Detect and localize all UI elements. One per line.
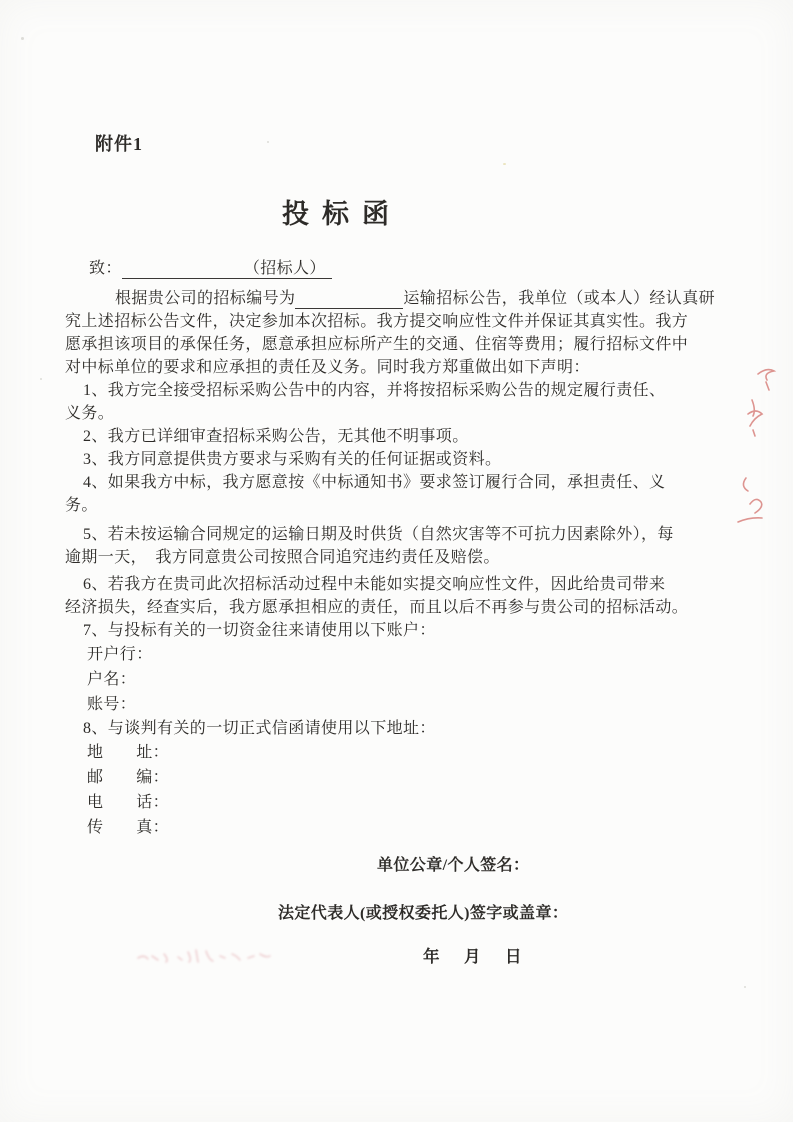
declaration-5-line-1: 5、若未按运输合同规定的运输日期及时供货（自然灾害等不可抗力因素除外），每 [83,526,674,543]
scan-speck [744,986,746,988]
scan-speck [267,141,269,143]
legal-rep-signature-line: 法定代表人(或授权委托人)签字或盖章： [278,905,569,922]
document-body [65,0,733,968]
bank-name-label: 开户行： [87,646,153,663]
intro-line-1-after: 运输招标公告，我单位（或本人）经认真研 [403,290,716,307]
phone-label: 电 话： [87,794,170,811]
declaration-4-line-2: 务。 [65,497,98,514]
scan-speck [503,163,506,165]
seal-signature-line: 单位公章/个人签名： [377,857,530,874]
date-line: 年 月 日 [423,947,526,966]
account-holder-label: 户名： [87,671,137,688]
declaration-2: 2、我方已详细审查招标采购公告，无其他不明事项。 [83,428,469,445]
declaration-3: 3、我方同意提供贵方要求与采购有关的任何证据或资料。 [83,451,502,468]
declaration-8: 8、与谈判有关的一切正式信函请使用以下地址： [83,720,436,737]
declaration-5-line-2: 逾期一天， 我方同意贵公司按照合同追究违约责任及赔偿。 [65,549,500,566]
recipient-blank [122,262,244,278]
account-number-label: 账号： [87,696,137,713]
intro-line-3: 愿承担该项目的承保任务，愿意承担应标所产生的交通、住宿等费用；履行招标文件中 [65,336,689,353]
intro-line-1 [115,287,733,310]
red-pen-marks [728,362,788,532]
document-title: 投标函 [282,199,402,229]
address-label: 地 址： [87,744,170,761]
fax-label: 传 真： [87,819,170,836]
declaration-7: 7、与投标有关的一切资金往来请使用以下账户： [83,622,436,639]
recipient-blank-underline [122,259,332,279]
recipient-hint: （招标人） [243,260,326,277]
declaration-1-line-2: 义务。 [65,405,115,422]
declaration-4-line-1: 4、如果我方中标，我方愿意按《中标通知书》要求签订履行合同，承担责任、义 [83,474,666,491]
postcode-label: 邮 编： [87,769,170,786]
scan-speck [40,378,42,380]
tender-number-blank [295,292,403,309]
declaration-1-line-1: 1、我方完全接受招标采购公告中的内容，并将按招标采购公告的规定履行责任、 [83,382,666,399]
declaration-6-line-1: 6、若我方在贵司此次招标活动过程中未能如实提交响应性文件，因此给贵司带来 [83,576,666,593]
greeting-line [89,257,733,280]
declaration-6-line-2: 经济损失，经查实后，我方愿承担相应的责任，而且以后不再参与贵公司的招标活动。 [65,599,689,616]
scan-speck [21,37,24,40]
intro-line-1-before: 根据贵公司的招标编号为 [115,290,296,307]
intro-line-2: 究上述招标公告文件，决定参加本次招标。我方提交响应性文件并保证其真实性。我方 [65,313,689,330]
greeting-prefix: 致： [89,260,122,277]
intro-line-4: 对中标单位的要求和应承担的责任及义务。同时我方郑重做出如下声明： [65,359,590,376]
attachment-label: 附件1 [95,134,143,154]
